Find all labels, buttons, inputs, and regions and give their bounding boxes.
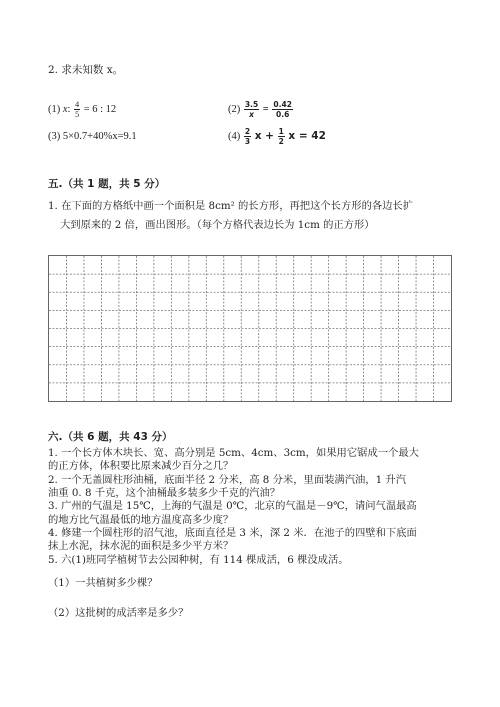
equation-1-label: (1) (48, 103, 61, 115)
equation-1-denominator: 5 (75, 110, 80, 119)
equation-2-left-denominator: x (249, 110, 254, 119)
equation-1-colon: : (67, 103, 71, 115)
equation-2-left-numerator: 3.5 (244, 100, 259, 109)
equation-2-right-fraction (272, 100, 293, 119)
section-6-sub-question-2: （2）这批树的成活率是多少？ (48, 607, 189, 619)
section-6-sub-question-1: （1）一共植树多少棵？ (48, 577, 158, 589)
equation-4-denominator-2: 2 (278, 137, 284, 146)
section-6-line: 的地方比气温最低的地方温度高多少度？ (48, 514, 234, 526)
section-5-question-line-2: 大到原来的 2 倍，画出图形。（每个方格代表边长为 1cm 的正方形） (60, 219, 375, 231)
equation-1-fraction (74, 100, 80, 119)
section-6-line: 5. 六(1)班同学植树节去公园种树，有 114 棵成活，6 棵没成活。 (48, 554, 349, 566)
equation-4 (228, 127, 326, 146)
equation-4-denominator-1: 3 (244, 137, 251, 146)
section-5-title: 五.（共 1 题，共 5 分） (48, 178, 166, 190)
question-2-heading: 2. 求未知数 x。 (48, 64, 124, 76)
equation-4-numerator-2: 1 (278, 127, 284, 136)
equation-2-left-fraction (244, 100, 259, 119)
equation-2 (228, 100, 294, 119)
equation-2-label: (2) (228, 103, 241, 115)
section-6-line: 的正方体，体积要比原来减少百分之几？ (48, 460, 234, 472)
equation-4-label: (4) (228, 130, 241, 142)
equation-4-middle: x + (254, 129, 274, 142)
equation-4-fraction-2 (278, 127, 285, 146)
equation-4-fraction-1 (244, 127, 251, 146)
equation-1 (48, 100, 116, 119)
grid-lines (49, 256, 451, 401)
section-6-line: 抹上水泥，抹水泥的面积是多少平方米？ (48, 540, 234, 552)
section-6-line: 4. 修建一个圆柱形的沼气池，底面直径是 3 米，深 2 米．在池子的四壁和下底面 (48, 527, 417, 539)
equation-1-numerator: 4 (75, 100, 80, 109)
section-6-line: 1. 一个长方体木块长、宽、高分别是 5cm、4cm、3cm，如果用它锯成一个最大 (48, 447, 419, 459)
section-6-line: 油重 0. 8 千克，这个油桶最多装多少千克的汽油？ (48, 487, 281, 499)
equation-2-right-denominator: 0.6 (276, 110, 290, 119)
equation-4-numerator-1: 2 (244, 127, 251, 136)
equation-2-right-numerator: 0.42 (273, 100, 292, 109)
section-5-question-line-1: 1. 在下面的方格纸中画一个面积是 8cm² 的长方形，再把这个长方形的各边长扩 (48, 200, 414, 212)
equation-4-end: x = 42 (288, 129, 326, 142)
section-6-title: 六.（共 6 题，共 43 分） (48, 431, 173, 443)
equation-3: (3) 5×0.7+40%x=9.1 (48, 131, 137, 142)
equation-1-rest: = 6 : 12 (83, 103, 117, 115)
equation-1-x: x (62, 103, 68, 115)
section-6-line: 3. 广州的气温是 15℃，上海的气温是 0℃，北京的气温是－9℃，请问气温最高 (48, 500, 417, 512)
grid-paper (48, 255, 452, 402)
equation-2-equals: = (262, 103, 269, 115)
section-6-line: 2. 一个无盖圆柱形油桶，底面半径 2 分米，高 8 分米，里面装满汽油，1 升汽 (48, 474, 407, 486)
